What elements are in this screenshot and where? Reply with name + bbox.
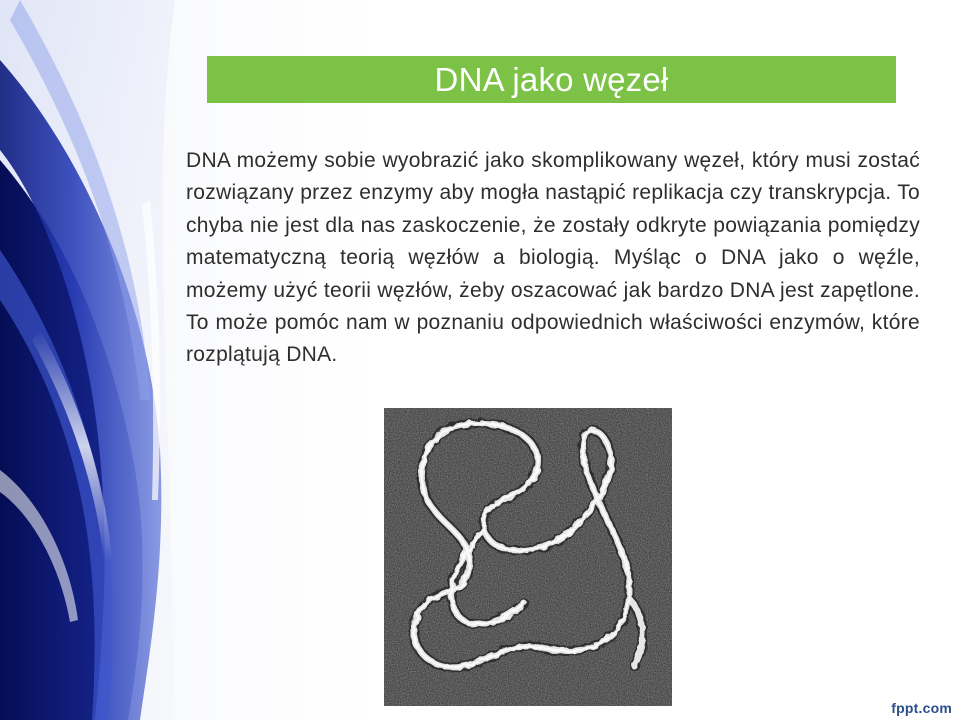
dna-micrograph-illustration — [384, 408, 672, 706]
slide-title: DNA jako węzeł — [434, 61, 669, 98]
fppt-credit-text: fppt.com — [891, 700, 952, 716]
dna-loop-micrograph-image — [384, 408, 672, 706]
slide-body-text: DNA możemy sobie wyobrazić jako skomplikowany węzeł, który musi zostać rozwiązany przez enzymy aby mogła nastąpić replikacja czy transkrypcja. To chyba nie jest dla nas zaskoczenie, że zostały odkryte powiązania pomiędzy matematyczną teorią węzłów a biologią. Myśląc o DNA jako o węźle, możemy użyć teorii węzłów, żeby oszacować jak bardzo DNA jest zapętlone. To może pomóc nam w poznaniu odpowiednich właściwości enzymów, które rozplątują DNA. — [186, 149, 920, 367]
title-bar — [207, 56, 896, 103]
